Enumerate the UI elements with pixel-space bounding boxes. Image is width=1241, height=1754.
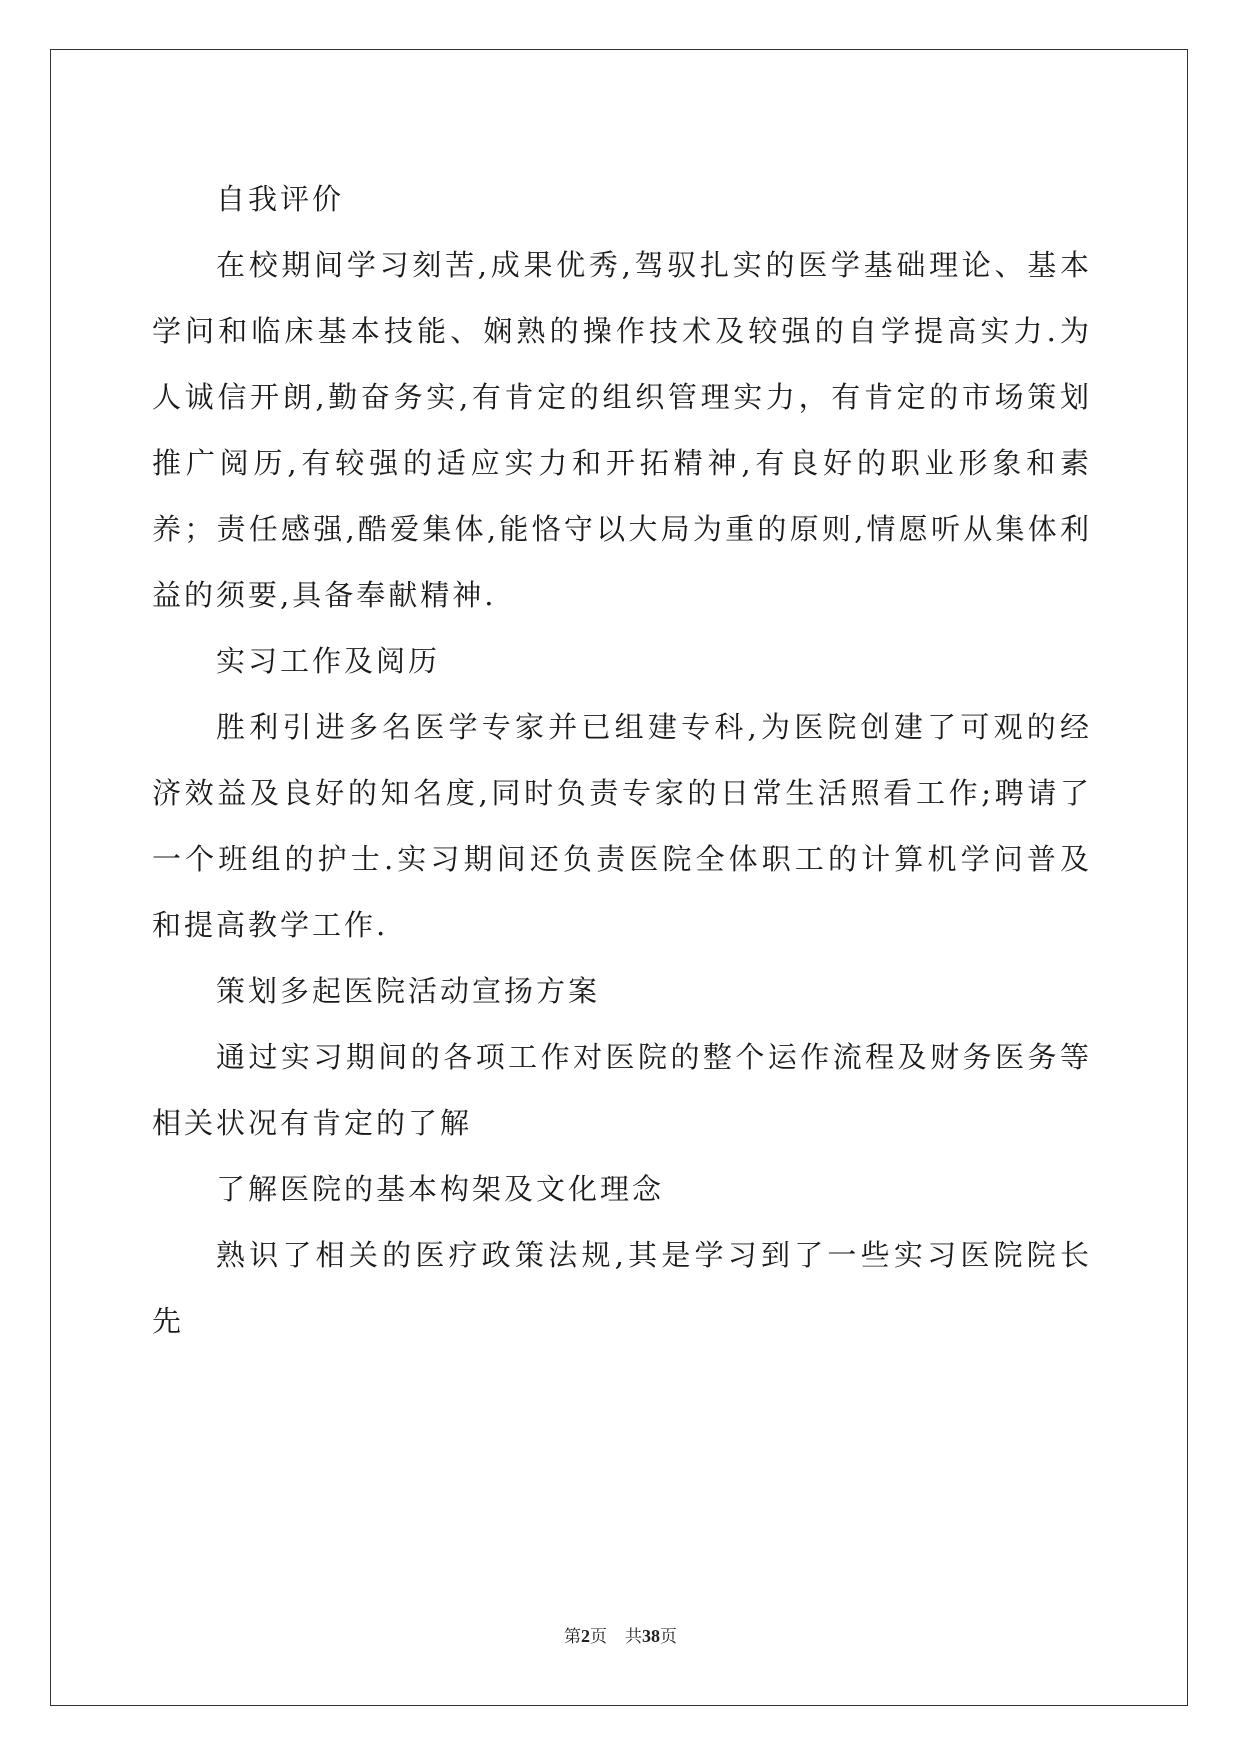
page-prefix: 第 [564,1627,581,1647]
paragraph-hospital-culture: 了解医院的基本构架及文化理念 [216,1172,665,1206]
page-suffix: 页 [590,1627,607,1647]
total-prefix: 共 [625,1627,642,1647]
page-number: 2 [581,1626,590,1646]
document-body [152,166,1092,1354]
heading-internship-experience: 实习工作及阅历 [216,644,441,678]
paragraph-activity-planning: 策划多起医院活动宣扬方案 [216,974,601,1008]
total-suffix: 页 [660,1627,677,1647]
total-pages: 38 [642,1626,660,1646]
heading-self-evaluation: 自我评价 [216,182,345,216]
paragraph-policies: 熟识了相关的医疗政策法规,其是学习到了一些实习医院院长先 [152,1238,1092,1338]
paragraph-internship-experience: 胜利引进多名医学专家并已组建专科,为医院创建了可观的经济效益及良好的知名度,同时负责专家的日常生活照看工作;聘请了一个班组的护士.实习期间还负责医院全体职工的计算机学问普及和提高教学工作. [152,710,1092,942]
paragraph-hospital-operations: 通过实习期间的各项工作对医院的整个运作流程及财务医务等相关状况有肯定的了解 [152,1040,1092,1140]
paragraph-self-evaluation: 在校期间学习刻苦,成果优秀,驾驭扎实的医学基础理论、基本学问和临床基本技能、娴熟的操作技术及较强的自学提高实力.为人诚信开朗,勤奋务实,有肯定的组织管理实力，有肯定的市场策划推广阅历,有较强的适应实力和开拓精神,有良好的职业形象和素养；责任感强,酷爱集体,能恪守以大局为重的原则,情愿听从集体利益的须要,具备奉献精神. [152,248,1092,612]
page-footer [0,1622,1241,1647]
